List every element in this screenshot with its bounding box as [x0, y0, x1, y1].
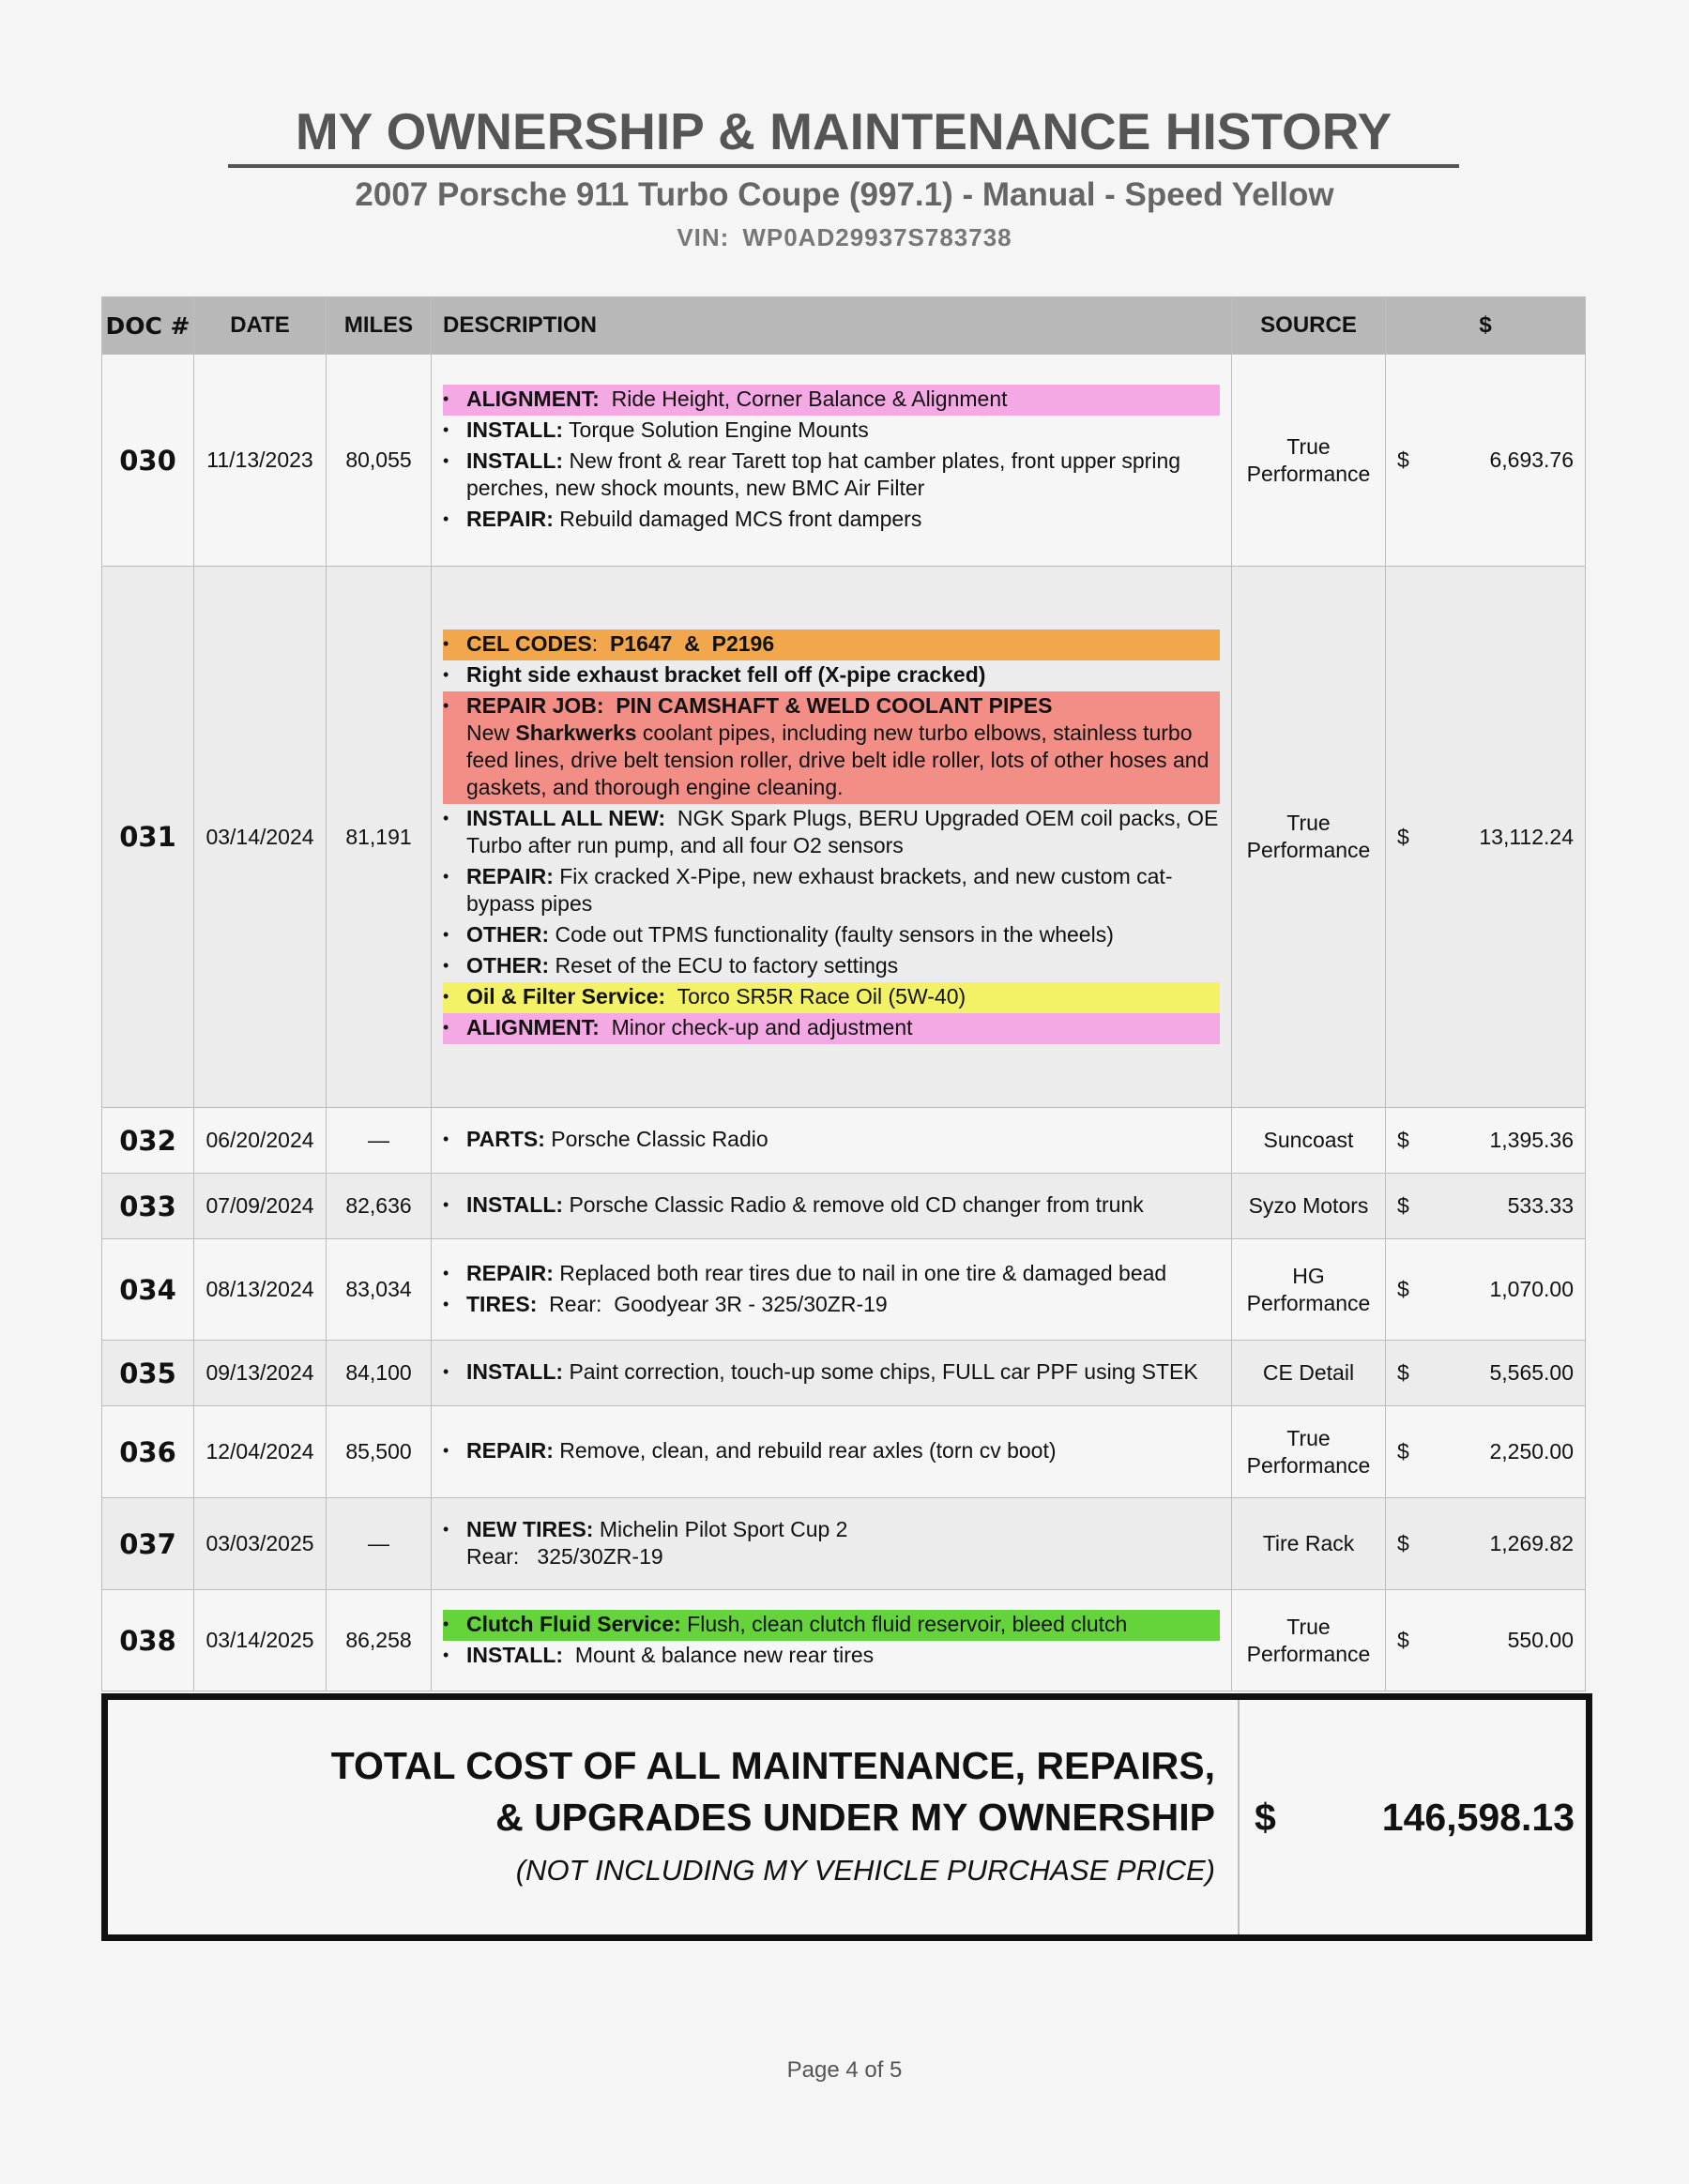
cost-currency: $	[1397, 447, 1409, 472]
item-label: REPAIR:	[466, 864, 554, 888]
description-item	[443, 1259, 1220, 1290]
doc-number: 038	[102, 1590, 194, 1691]
item-text: Rear: Goodyear 3R - 325/30ZR-19	[537, 1291, 888, 1316]
item-text: Minor check-up and adjustment	[599, 1015, 913, 1039]
item-label: REPAIR:	[466, 1438, 554, 1463]
service-date: 12/04/2024	[194, 1406, 327, 1498]
cost-currency: $	[1397, 1128, 1409, 1152]
item-label: NEW TIRES:	[466, 1516, 594, 1541]
item-label: Clutch Fluid Service:	[466, 1611, 681, 1636]
cost-amount: 5,565.00	[1489, 1360, 1574, 1385]
item-label: ALIGNMENT:	[466, 1015, 600, 1039]
item-label: INSTALL:	[466, 1192, 564, 1217]
item-label: INSTALL ALL NEW:	[466, 806, 666, 830]
page-title: MY OWNERSHIP & MAINTENANCE HISTORY	[295, 102, 1392, 160]
service-date: 03/14/2025	[194, 1590, 327, 1691]
source-name-line2: Performance	[1246, 461, 1371, 486]
description-cell	[432, 355, 1232, 567]
item-label: TIRES:	[466, 1291, 538, 1316]
col-header-description: DESCRIPTION	[432, 297, 1232, 355]
source-name: True	[1286, 433, 1331, 459]
item-text: Porsche Classic Radio & remove old CD changer from trunk	[563, 1192, 1144, 1217]
item-label: PARTS:	[466, 1127, 545, 1151]
cost-amount: 1,070.00	[1489, 1277, 1574, 1301]
item-label: INSTALL:	[466, 1642, 564, 1667]
title-underline	[228, 164, 1459, 168]
item-text: Replaced both rear tires due to nail in one tire & damaged bead	[553, 1260, 1167, 1285]
description-item	[443, 1290, 1220, 1321]
item-label: CEL CODES	[466, 631, 592, 656]
description-list	[443, 1259, 1220, 1321]
description-item	[443, 505, 1220, 536]
description-list	[443, 1610, 1220, 1672]
cost-currency: $	[1397, 1439, 1409, 1464]
description-item	[443, 1191, 1220, 1221]
cost-amount: 550.00	[1507, 1628, 1574, 1652]
source-name: Suncoast	[1263, 1128, 1354, 1152]
source-name: Tire Rack	[1262, 1531, 1355, 1555]
cost-amount: 13,112.24	[1479, 824, 1574, 849]
col-header-date: DATE	[194, 297, 327, 355]
description-item	[443, 1125, 1220, 1156]
mileage: —	[327, 1498, 432, 1590]
cost-cell	[1386, 1174, 1586, 1239]
cost-cell	[1386, 1590, 1586, 1691]
table-row	[102, 1341, 1586, 1406]
item-text: Michelin Pilot Sport Cup 2	[593, 1516, 848, 1541]
item-text: Flush, clean clutch fluid reservoir, bleed clutch	[680, 1611, 1128, 1636]
doc-number: 030	[102, 355, 194, 567]
source-name-line2: Performance	[1246, 1452, 1371, 1478]
service-date: 03/14/2024	[194, 567, 327, 1108]
col-header-miles: MILES	[327, 297, 432, 355]
vehicle-subtitle: 2007 Porsche 911 Turbo Coupe (997.1) - Manual - Speed Yellow	[355, 176, 1334, 213]
mileage: 83,034	[327, 1239, 432, 1341]
col-header-cost: $	[1386, 297, 1586, 355]
item-text: Mount & balance new rear tires	[563, 1642, 875, 1667]
cost-amount: 533.33	[1507, 1193, 1574, 1218]
table-row	[102, 1590, 1586, 1691]
description-item	[443, 629, 1220, 660]
item-text: Porsche Classic Radio	[544, 1127, 768, 1151]
item-text: Fix cracked X-Pipe, new exhaust brackets, and new custom cat-bypass pipes	[466, 864, 1173, 916]
source-cell	[1232, 1406, 1386, 1498]
service-date: 08/13/2024	[194, 1239, 327, 1341]
source-name: True	[1286, 1614, 1331, 1639]
mileage: 85,500	[327, 1406, 432, 1498]
source-cell	[1232, 1239, 1386, 1341]
cost-currency: $	[1397, 1193, 1409, 1218]
item-text: Remove, clean, and rebuild rear axles (torn cv boot)	[553, 1438, 1057, 1463]
service-date: 11/13/2023	[194, 355, 327, 567]
doc-number: 037	[102, 1498, 194, 1590]
cost-amount: 6,693.76	[1489, 447, 1574, 472]
total-amount: 146,598.13	[1381, 1796, 1575, 1839]
total-cost-box	[101, 1693, 1592, 1941]
description-item	[443, 1515, 1220, 1573]
description-item	[443, 1013, 1220, 1044]
source-name-line2: Performance	[1246, 1290, 1371, 1315]
description-item	[443, 385, 1220, 416]
source-cell	[1232, 1108, 1386, 1174]
cost-currency: $	[1397, 1277, 1409, 1301]
description-cell	[432, 567, 1232, 1108]
total-note: (NOT INCLUDING MY VEHICLE PURCHASE PRICE)	[515, 1854, 1215, 1887]
description-item	[443, 416, 1220, 447]
mileage: 81,191	[327, 567, 432, 1108]
cost-cell	[1386, 1108, 1586, 1174]
cost-amount: 1,269.82	[1489, 1531, 1574, 1555]
service-date: 07/09/2024	[194, 1174, 327, 1239]
total-label-line1: TOTAL COST OF ALL MAINTENANCE, REPAIRS,	[330, 1744, 1215, 1787]
vin-line	[0, 223, 1689, 252]
item-text: :	[591, 631, 610, 656]
item-text: Paint correction, touch-up some chips, FULL car PPF using STEK	[563, 1359, 1198, 1384]
cost-cell	[1386, 1341, 1586, 1406]
service-date: 06/20/2024	[194, 1108, 327, 1174]
description-item	[443, 982, 1220, 1013]
item-label: Sharkwerks	[515, 720, 637, 745]
source-name: HG	[1292, 1263, 1325, 1288]
page-number: Page 4 of 5	[786, 2057, 903, 2083]
description-cell	[432, 1498, 1232, 1590]
service-date: 09/13/2024	[194, 1341, 327, 1406]
service-date: 03/03/2025	[194, 1498, 327, 1590]
maintenance-table	[101, 296, 1586, 1691]
description-cell	[432, 1174, 1232, 1239]
col-header-doc: DOC #	[102, 297, 194, 355]
item-text: NGK Spark Plugs, BERU Upgraded OEM coil packs, OE Turbo after run pump, and all four O2 sensors	[466, 806, 1225, 857]
cost-cell	[1386, 1239, 1586, 1341]
table-row	[102, 1406, 1586, 1498]
description-item	[443, 1641, 1220, 1672]
description-list	[443, 1125, 1220, 1156]
description-item	[443, 1436, 1220, 1467]
description-item	[443, 804, 1225, 862]
item-label: REPAIR:	[466, 1260, 554, 1285]
source-name: True	[1286, 811, 1331, 835]
description-list	[443, 1436, 1220, 1467]
col-header-source: SOURCE	[1232, 297, 1386, 355]
description-item	[443, 951, 1220, 982]
mileage: 84,100	[327, 1341, 432, 1406]
table-row	[102, 567, 1586, 1108]
description-item	[443, 1357, 1220, 1388]
source-cell	[1232, 1174, 1386, 1239]
mileage: 86,258	[327, 1590, 432, 1691]
table-row	[102, 1239, 1586, 1341]
description-list	[443, 1191, 1220, 1221]
cost-cell	[1386, 567, 1586, 1108]
vin-value: WP0AD29937S783738	[742, 223, 1012, 251]
table-row	[102, 1498, 1586, 1590]
source-name: Syzo Motors	[1248, 1193, 1369, 1218]
item-label: Oil & Filter Service:	[466, 984, 666, 1009]
description-item	[443, 1610, 1220, 1641]
source-name-line2: Performance	[1246, 1641, 1371, 1666]
description-cell	[432, 1590, 1232, 1691]
item-text: Rebuild damaged MCS front dampers	[553, 507, 922, 531]
source-cell	[1232, 1498, 1386, 1590]
item-label: Right side exhaust bracket fell off (X-pipe cracked)	[466, 662, 986, 687]
item-text: coolant pipes, including new turbo elbows, stainless turbo feed lines, drive belt tension roller, drive belt idle roller, lots of other hoses and gaskets, and thorough engine cleaning.	[466, 720, 1215, 799]
total-divider	[1238, 1700, 1240, 1934]
description-cell	[432, 1341, 1232, 1406]
cost-currency: $	[1397, 1531, 1409, 1555]
item-text: Code out TPMS functionality (faulty sensors in the wheels)	[549, 922, 1114, 947]
item-label: INSTALL:	[466, 417, 564, 442]
mileage: —	[327, 1108, 432, 1174]
item-label: INSTALL:	[466, 448, 564, 473]
cost-currency: $	[1397, 1360, 1409, 1385]
cost-cell	[1386, 1498, 1586, 1590]
doc-number: 035	[102, 1341, 194, 1406]
description-cell	[432, 1406, 1232, 1498]
doc-number: 034	[102, 1239, 194, 1341]
table-header	[102, 297, 1586, 355]
item-label: P1647 & P2196	[609, 631, 775, 656]
cost-cell	[1386, 1406, 1586, 1498]
item-text: Ride Height, Corner Balance & Alignment	[599, 387, 1008, 411]
table-row	[102, 1108, 1586, 1174]
total-currency: $	[1255, 1796, 1276, 1839]
item-label: ALIGNMENT:	[466, 387, 600, 411]
description-list	[443, 629, 1225, 1044]
item-label: OTHER:	[466, 922, 550, 947]
doc-number: 032	[102, 1108, 194, 1174]
description-cell	[432, 1239, 1232, 1341]
vin-label: VIN:	[677, 223, 730, 251]
cost-amount: 2,250.00	[1489, 1439, 1574, 1464]
description-list	[443, 1357, 1220, 1388]
total-label-line2: & UPGRADES UNDER MY OWNERSHIP	[495, 1796, 1215, 1839]
source-cell	[1232, 1341, 1386, 1406]
source-cell	[1232, 1590, 1386, 1691]
source-name: CE Detail	[1262, 1360, 1355, 1385]
description-list	[443, 385, 1220, 536]
mileage: 82,636	[327, 1174, 432, 1239]
item-text: Torco SR5R Race Oil (5W-40)	[665, 984, 966, 1009]
item-text: New front & rear Tarett top hat camber plates, front upper spring perches, new shock mounts, new BMC Air Filter	[466, 448, 1187, 500]
mileage: 80,055	[327, 355, 432, 567]
cost-currency: $	[1397, 824, 1409, 849]
table-row	[102, 1174, 1586, 1239]
description-item	[443, 691, 1220, 804]
cost-cell	[1386, 355, 1586, 567]
item-text: Reset of the ECU to factory settings	[549, 953, 899, 978]
table-row	[102, 355, 1586, 567]
cost-amount: 1,395.36	[1489, 1128, 1574, 1152]
description-item	[443, 447, 1220, 505]
item-text: New	[466, 720, 516, 745]
cost-currency: $	[1397, 1628, 1409, 1652]
item-label: OTHER:	[466, 953, 550, 978]
item-text: Rear: 325/30ZR-19	[466, 1543, 663, 1569]
description-item	[443, 920, 1220, 951]
item-label: INSTALL:	[466, 1359, 564, 1384]
source-cell	[1232, 567, 1386, 1108]
item-label: REPAIR:	[466, 507, 554, 531]
source-name-line2: Performance	[1246, 838, 1371, 862]
source-cell	[1232, 355, 1386, 567]
item-label: REPAIR JOB: PIN CAMSHAFT & WELD COOLANT PIPES	[466, 693, 1053, 718]
description-cell	[432, 1108, 1232, 1174]
description-item	[443, 660, 1220, 691]
source-name: True	[1286, 1425, 1331, 1450]
description-item	[443, 862, 1220, 920]
doc-number: 031	[102, 567, 194, 1108]
doc-number: 033	[102, 1174, 194, 1239]
description-list	[443, 1515, 1220, 1573]
doc-number: 036	[102, 1406, 194, 1498]
item-text: Torque Solution Engine Mounts	[563, 417, 869, 442]
table-body	[102, 355, 1586, 1691]
